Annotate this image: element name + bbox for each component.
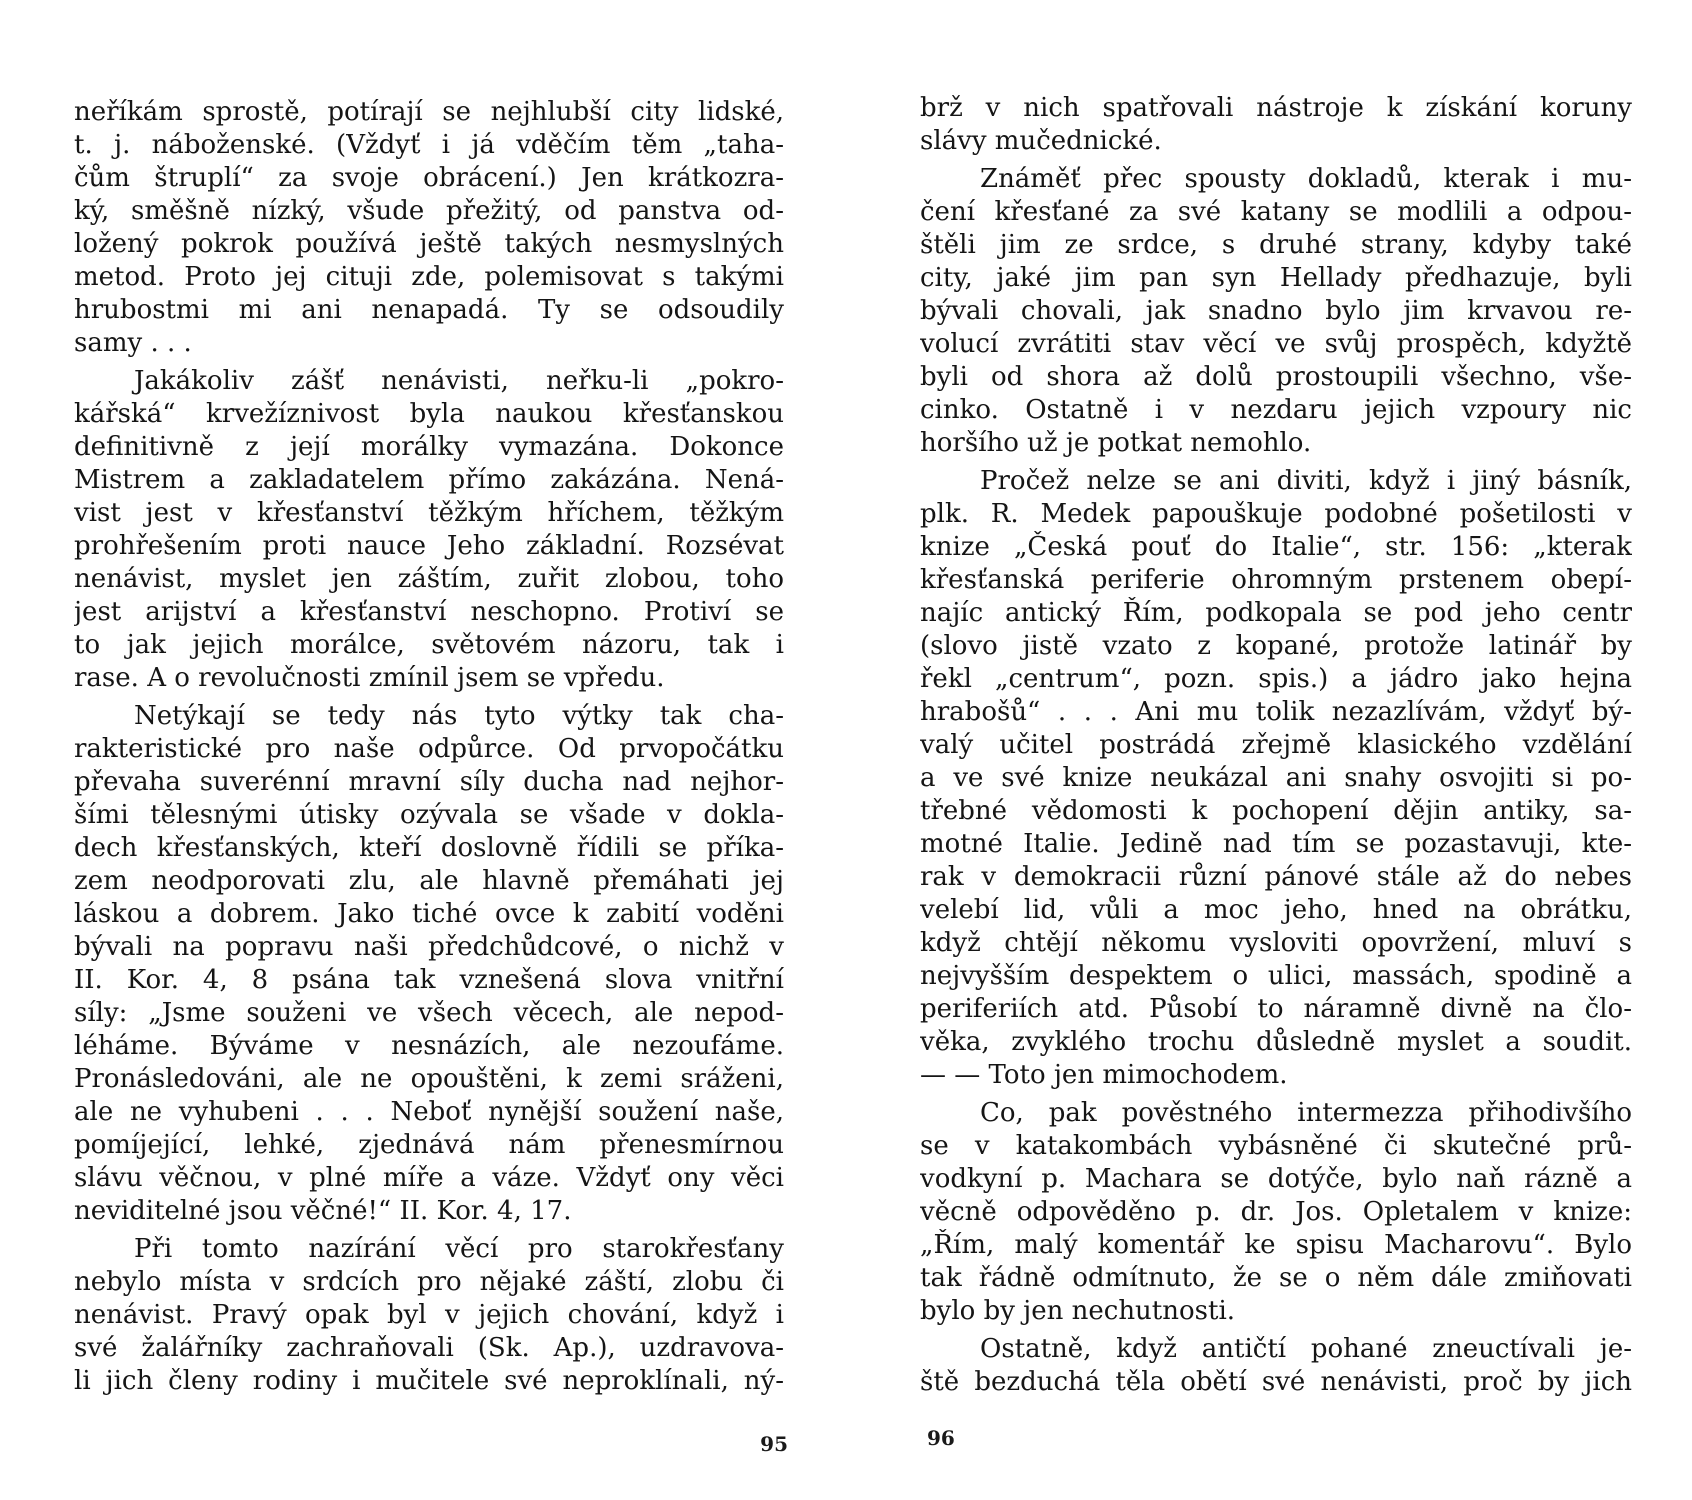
text-line: čení křesťané za své katany se modlili a odpou- [920, 197, 1632, 227]
text-line: motné Italie. Jedině nad tím se pozastavuji, kte- [920, 829, 1632, 859]
text-line: Jakákoliv zášť nenávisti, neřku-li „pokro- [134, 366, 784, 396]
text-line: „Řím, malý komentář ke spisu Macharovu“. Bylo [920, 1230, 1632, 1260]
text-line: — — Toto jen mimochodem. [920, 1060, 1288, 1090]
text-line: své žalářníky zachraňovali (Sk. Ap.), uzdravova- [74, 1333, 784, 1363]
text-line: Pročež nelze se ani diviti, když i jiný básník, [980, 466, 1632, 496]
text-line: pomíjející, lehké, zjednává nám přenesmírnou [74, 1130, 784, 1160]
text-line: neříkám sprostě, potírají se nejhlubší city lidské, [74, 97, 784, 127]
text-line: nejvyšším despektem o ulici, massách, spodině a [920, 961, 1632, 991]
text-line: ložený pokrok používá ještě takých nesmyslných [74, 229, 784, 259]
text-line: volucí zvrátiti stav věcí ve svůj prospěch, kdyžtě [920, 329, 1632, 359]
text-line: bývali chovali, jak snadno bylo jim krvavou re- [920, 296, 1632, 326]
paragraph [74, 1233, 784, 1398]
paragraph [74, 365, 784, 695]
text-line: Ostatně, když antičtí pohané zneuctívali je- [980, 1334, 1632, 1364]
text-line: tak řádně odmítnuto, že se o něm dále zmiňovati [920, 1263, 1632, 1293]
text-line: věcně odpověděno p. dr. Jos. Opletalem v knize: [920, 1197, 1632, 1227]
paragraph [920, 465, 1632, 1092]
text-line: Při tomto nazírání věcí pro starokřesťany [134, 1234, 784, 1264]
text-line: třebné vědomosti k pochopení dějin antiky, sa- [920, 796, 1632, 826]
text-line: řekl „centrum“, pozn. spis.) a jádro jako hejna [920, 664, 1632, 694]
text-line: plk. R. Medek papouškuje podobné pošetilosti v [920, 499, 1632, 529]
text-line: Mistrem a zakladatelem přímo zakázána. Nená- [74, 465, 784, 495]
text-line: nebylo místa v srdcích pro nějaké záští, zlobu či [74, 1267, 784, 1297]
text-line: slávu věčnou, v plné míře a váze. Vždyť ony věci [74, 1163, 784, 1193]
text-line: štěli jim ze srdce, s druhé strany, kdyby také [920, 230, 1632, 260]
text-line: jest arijství a křesťanství neschopno. Protiví se [74, 597, 784, 627]
text-line: city, jaké jim pan syn Hellady předhazuje, byli [920, 263, 1632, 293]
text-line: Známěť přec spousty dokladů, kterak i mu- [980, 164, 1632, 194]
text-line: vodkyní p. Machara se dotýče, bylo naň rázně a [920, 1164, 1632, 1194]
text-line: to jak jejich morálce, světovém názoru, tak i [74, 630, 784, 660]
text-line: hrubostmi mi ani nenapadá. Ty se odsoudily [74, 295, 784, 325]
text-line: t. j. náboženské. (Vždyť i já vděčím těm „taha- [74, 130, 784, 160]
text-line: šími tělesnými útisky ozývala se všade v dokla- [74, 800, 784, 830]
text-line: najíc antický Řím, podkopala se pod jeho centr [920, 598, 1632, 628]
text-line: horšího už je potkat nemohlo. [920, 428, 1312, 458]
text-line: II. Kor. 4, 8 psána tak vznešená slova vnitřní [74, 965, 784, 995]
text-line: li jich členy rodiny i mučitele své neproklínali, ný- [74, 1366, 784, 1396]
text-line: metod. Proto jej cituji zde, polemisovat s takými [74, 262, 784, 292]
text-line: samy . . . [74, 328, 192, 358]
left-page [74, 96, 784, 1398]
text-line: slávy mučednické. [920, 126, 1162, 156]
text-line: bývali na popravu naši předchůdcové, o nichž v [74, 932, 784, 962]
text-line: vist jest v křesťanství těžkým hříchem, těžkým [74, 498, 784, 528]
text-line: velebí lid, vůli a moc jeho, hned na obrátku, [920, 895, 1632, 925]
text-line: zem neodporovati zlu, ale hlavně přemáhati jej [74, 866, 784, 896]
text-line: rak v demokracii různí pánové stále až do nebes [920, 862, 1632, 892]
text-line: knize „Česká pouť do Italie“, str. 156: „kterak [920, 532, 1632, 562]
text-line: Co, pak pověstného intermezza přihodivšího [980, 1098, 1632, 1128]
text-line: čům štruplí“ za svoje obrácení.) Jen krátkozra- [74, 163, 784, 193]
text-line: léháme. Býváme v nesnázích, ale nezoufáme. [74, 1031, 784, 1061]
paragraph [920, 163, 1632, 460]
text-line: křesťanská periferie ohromným prstenem obepí- [920, 565, 1632, 595]
text-line: se v katakombách vybásněné či skutečné prů- [920, 1131, 1632, 1161]
text-line: definitivně z její morálky vymazána. Dokonce [74, 432, 784, 462]
page-number: 96 [927, 1426, 955, 1450]
text-line: ký, směšně nízký, všude přežitý, od panstva od- [74, 196, 784, 226]
text-line: (slovo jistě vzato z kopané, protože latinář by [920, 631, 1632, 661]
paragraph [920, 1333, 1632, 1399]
text-line: neviditelné jsou věčné!“ II. Kor. 4, 17. [74, 1196, 572, 1226]
paragraph [920, 1097, 1632, 1328]
text-line: nenávist, myslet jen záštím, zuřit zlobou, toho [74, 564, 784, 594]
text-line: kářská“ krvežíznivost byla naukou křesťanskou [74, 399, 784, 429]
text-line: Pronásledováni, ale ne opouštěni, k zemi sráženi, [74, 1064, 784, 1094]
text-line: valý učitel postrádá zřejmě klasického vzdělání [920, 730, 1632, 760]
text-line: převaha suverénní mravní síly ducha nad nejhor- [74, 767, 784, 797]
page-number: 95 [760, 1432, 788, 1456]
text-line: byli od shora až dolů prostoupili všechno, vše- [920, 362, 1632, 392]
text-line: Netýkají se tedy nás tyto výtky tak cha- [134, 701, 784, 731]
paragraph [920, 92, 1632, 158]
text-line: láskou a dobrem. Jako tiché ovce k zabití voděni [74, 899, 784, 929]
text-line: prohřešením proti nauce Jeho základní. Rozsévat [74, 531, 784, 561]
text-line: rakteristické pro naše odpůrce. Od prvopočátku [74, 734, 784, 764]
text-line: brž v nich spatřovali nástroje k získání koruny [920, 93, 1632, 123]
text-line: ale ne vyhubeni . . . Neboť nynější soužení naše, [74, 1097, 784, 1127]
text-line: hrabošů“ . . . Ani mu tolik nezazlívám, vždyť bý- [920, 697, 1632, 727]
text-line: věka, zvyklého trochu důsledně myslet a soudit. [920, 1027, 1632, 1057]
paragraph [74, 700, 784, 1228]
text-line: cinko. Ostatně i v nezdaru jejich vzpoury nic [920, 395, 1632, 425]
text-line: síly: „Jsme souženi ve všech věcech, ale nepod- [74, 998, 784, 1028]
text-line: bylo by jen nechutnosti. [920, 1296, 1236, 1326]
right-page [920, 92, 1632, 1399]
text-line: dech křesťanských, kteří doslovně řídili se příka- [74, 833, 784, 863]
text-line: periferiích atd. Působí to náramně divně na člo- [920, 994, 1632, 1024]
text-line: když chtějí někomu vysloviti opovržení, mluví s [920, 928, 1632, 958]
paragraph [74, 96, 784, 360]
text-line: rase. A o revolučnosti zmínil jsem se vpředu. [74, 663, 665, 693]
text-line: a ve své knize neukázal ani snahy osvojiti si po- [920, 763, 1632, 793]
text-line: nenávist. Pravý opak byl v jejich chování, když i [74, 1300, 784, 1330]
text-line: ště bezduchá těla obětí své nenávisti, proč by jich [920, 1367, 1632, 1397]
